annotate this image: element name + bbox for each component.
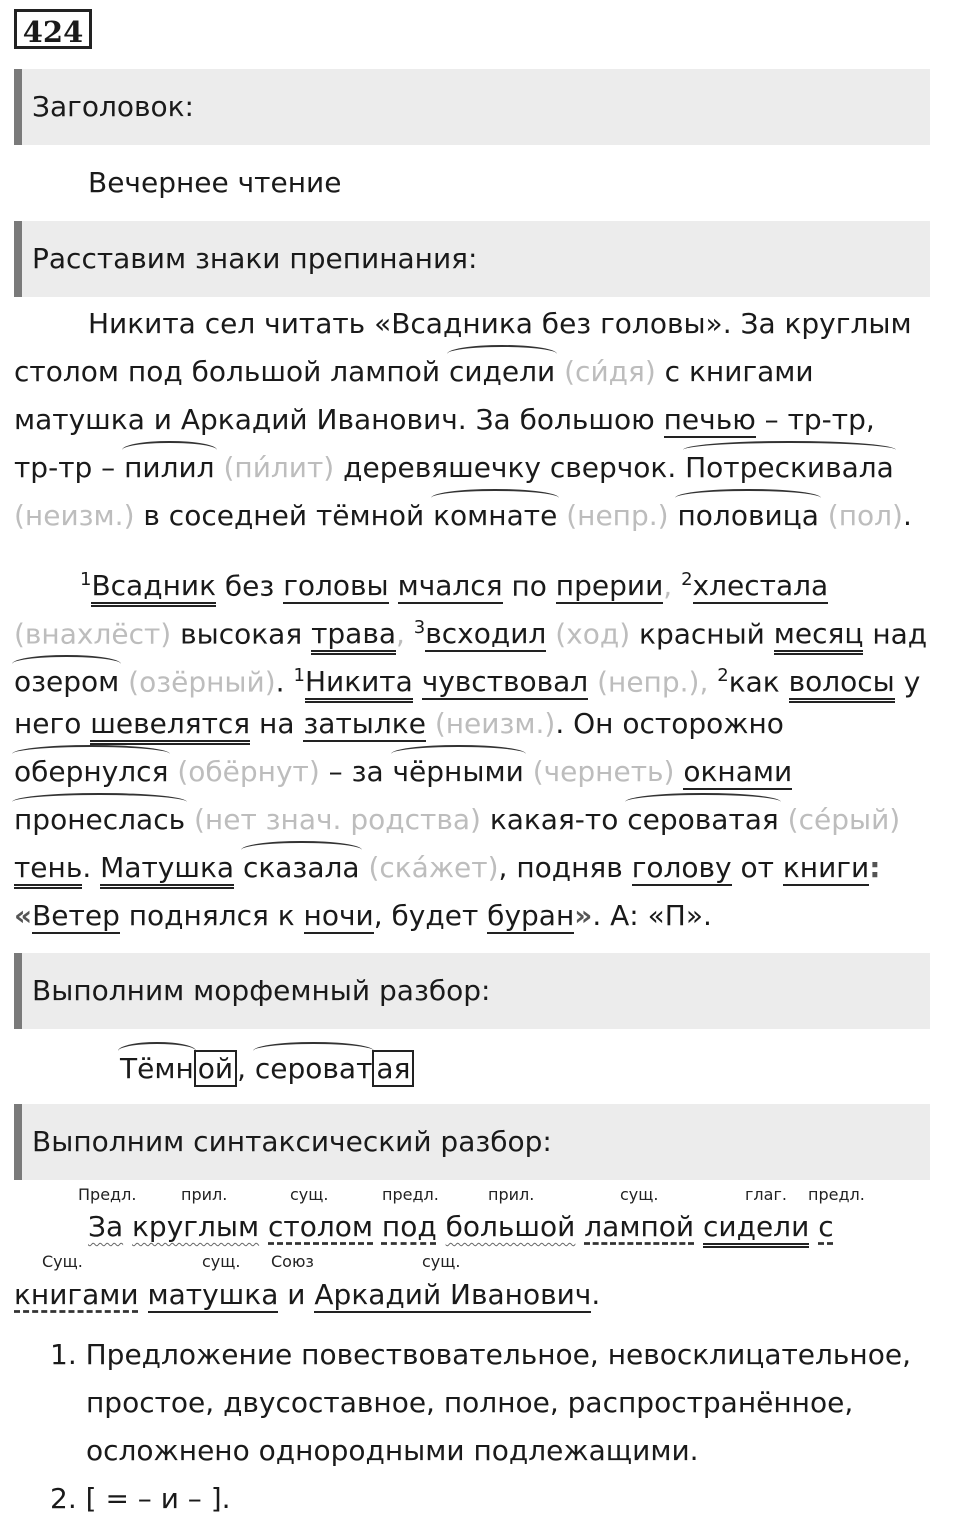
pos-tag: Союз — [271, 1252, 314, 1271]
p2-line3: озером (озёрный). $^1$Никита чувствовал (непр.), $^2$как волосы у — [14, 659, 920, 699]
morph-analysis: Тёмн ой , сероват ая — [120, 1052, 414, 1086]
analysis-line3: осложнено однородными подлежащими. — [86, 1434, 699, 1467]
heading-label: Выполним синтаксический разбор: — [32, 1125, 552, 1158]
p2-line5: обернулся (обёрнут) – за чёрными (чернеть) окнами — [14, 755, 793, 788]
syntax-line1: За круглым столом под большой лампой сидели с — [88, 1210, 834, 1244]
p2-line1: $^1$Всадник без головы мчался по прерии, $^2$хлестала — [80, 563, 828, 603]
pos-tag: прил. — [181, 1185, 228, 1204]
word: печью — [663, 403, 756, 436]
pos-tag: предл. — [382, 1185, 439, 1204]
p1-line2: столом под большой лампой сидели (си́дя) с книгами — [14, 355, 814, 388]
word: пилил — [124, 451, 215, 484]
morph-ending: ая — [372, 1050, 414, 1087]
p1-line1: Никита сел читать «Всадника без головы». За круглым — [88, 307, 912, 340]
pos-tag: сущ. — [290, 1185, 329, 1204]
p2-line6: пронеслась (нет знач. родства) какая-то сероватая (се́рый) — [14, 803, 901, 836]
word: комнате — [433, 499, 558, 532]
p2-line7: тень. Матушка сказала (ска́жет), подняв голову от книги: — [14, 851, 880, 885]
title-text: Вечернее чтение — [88, 166, 342, 199]
word: сидели — [448, 355, 556, 388]
heading-label: Расставим знаки препинания: — [32, 242, 478, 275]
p1-line4: тр-тр – пилил (пи́лит) деревяшечку сверчок. Потрескивала — [14, 451, 894, 484]
syntax-line2: книгами матушка и Аркадий Иванович. — [14, 1278, 601, 1311]
pos-tag: предл. — [808, 1185, 865, 1204]
word: Потрескивала — [685, 451, 894, 484]
exercise-number: 424 — [14, 9, 92, 49]
morph-ending: ой — [194, 1050, 237, 1087]
analysis-line2: простое, двусоставное, полное, распространённое, — [86, 1386, 854, 1419]
heading-label: Заголовок: — [32, 90, 194, 123]
pos-tag: Сущ. — [42, 1252, 83, 1271]
section-morph-heading — [14, 953, 930, 1029]
pos-tag: сущ. — [422, 1252, 461, 1271]
p2-line4: него шевелятся на затылке (неизм.). Он осторожно — [14, 707, 784, 741]
morph-root: сероват — [254, 1052, 373, 1085]
pos-tag: прил. — [488, 1185, 535, 1204]
heading-label: Выполним морфемный разбор: — [32, 974, 491, 1007]
word: половица — [677, 499, 819, 532]
p2-line8: «Ветер поднялся к ночи, будет буран». А: «П». — [14, 899, 712, 932]
pos-tag: сущ. — [620, 1185, 659, 1204]
p2-line2: (внахлёст) высокая трава, $^3$всходил (ход) красный месяц над — [14, 611, 927, 651]
p1-line3: матушка и Аркадий Иванович. За большою печью – тр-тр, — [14, 403, 875, 436]
pos-tag: сущ. — [202, 1252, 241, 1271]
analysis-line1: 1. Предложение повествовательное, невосклицательное, — [50, 1338, 911, 1371]
analysis-line4: 2. [ = – и – ]. — [50, 1482, 231, 1515]
pos-tag: Предл. — [78, 1185, 137, 1204]
pos-tag: глаг. — [745, 1185, 787, 1204]
section-title-heading — [14, 69, 930, 145]
p1-line5: (неизм.) в соседней тёмной комнате (непр.) половица (пол). — [14, 499, 912, 532]
section-punct-heading — [14, 221, 930, 297]
morph-root: Тёмн — [120, 1052, 194, 1085]
section-synt-heading — [14, 1104, 930, 1180]
